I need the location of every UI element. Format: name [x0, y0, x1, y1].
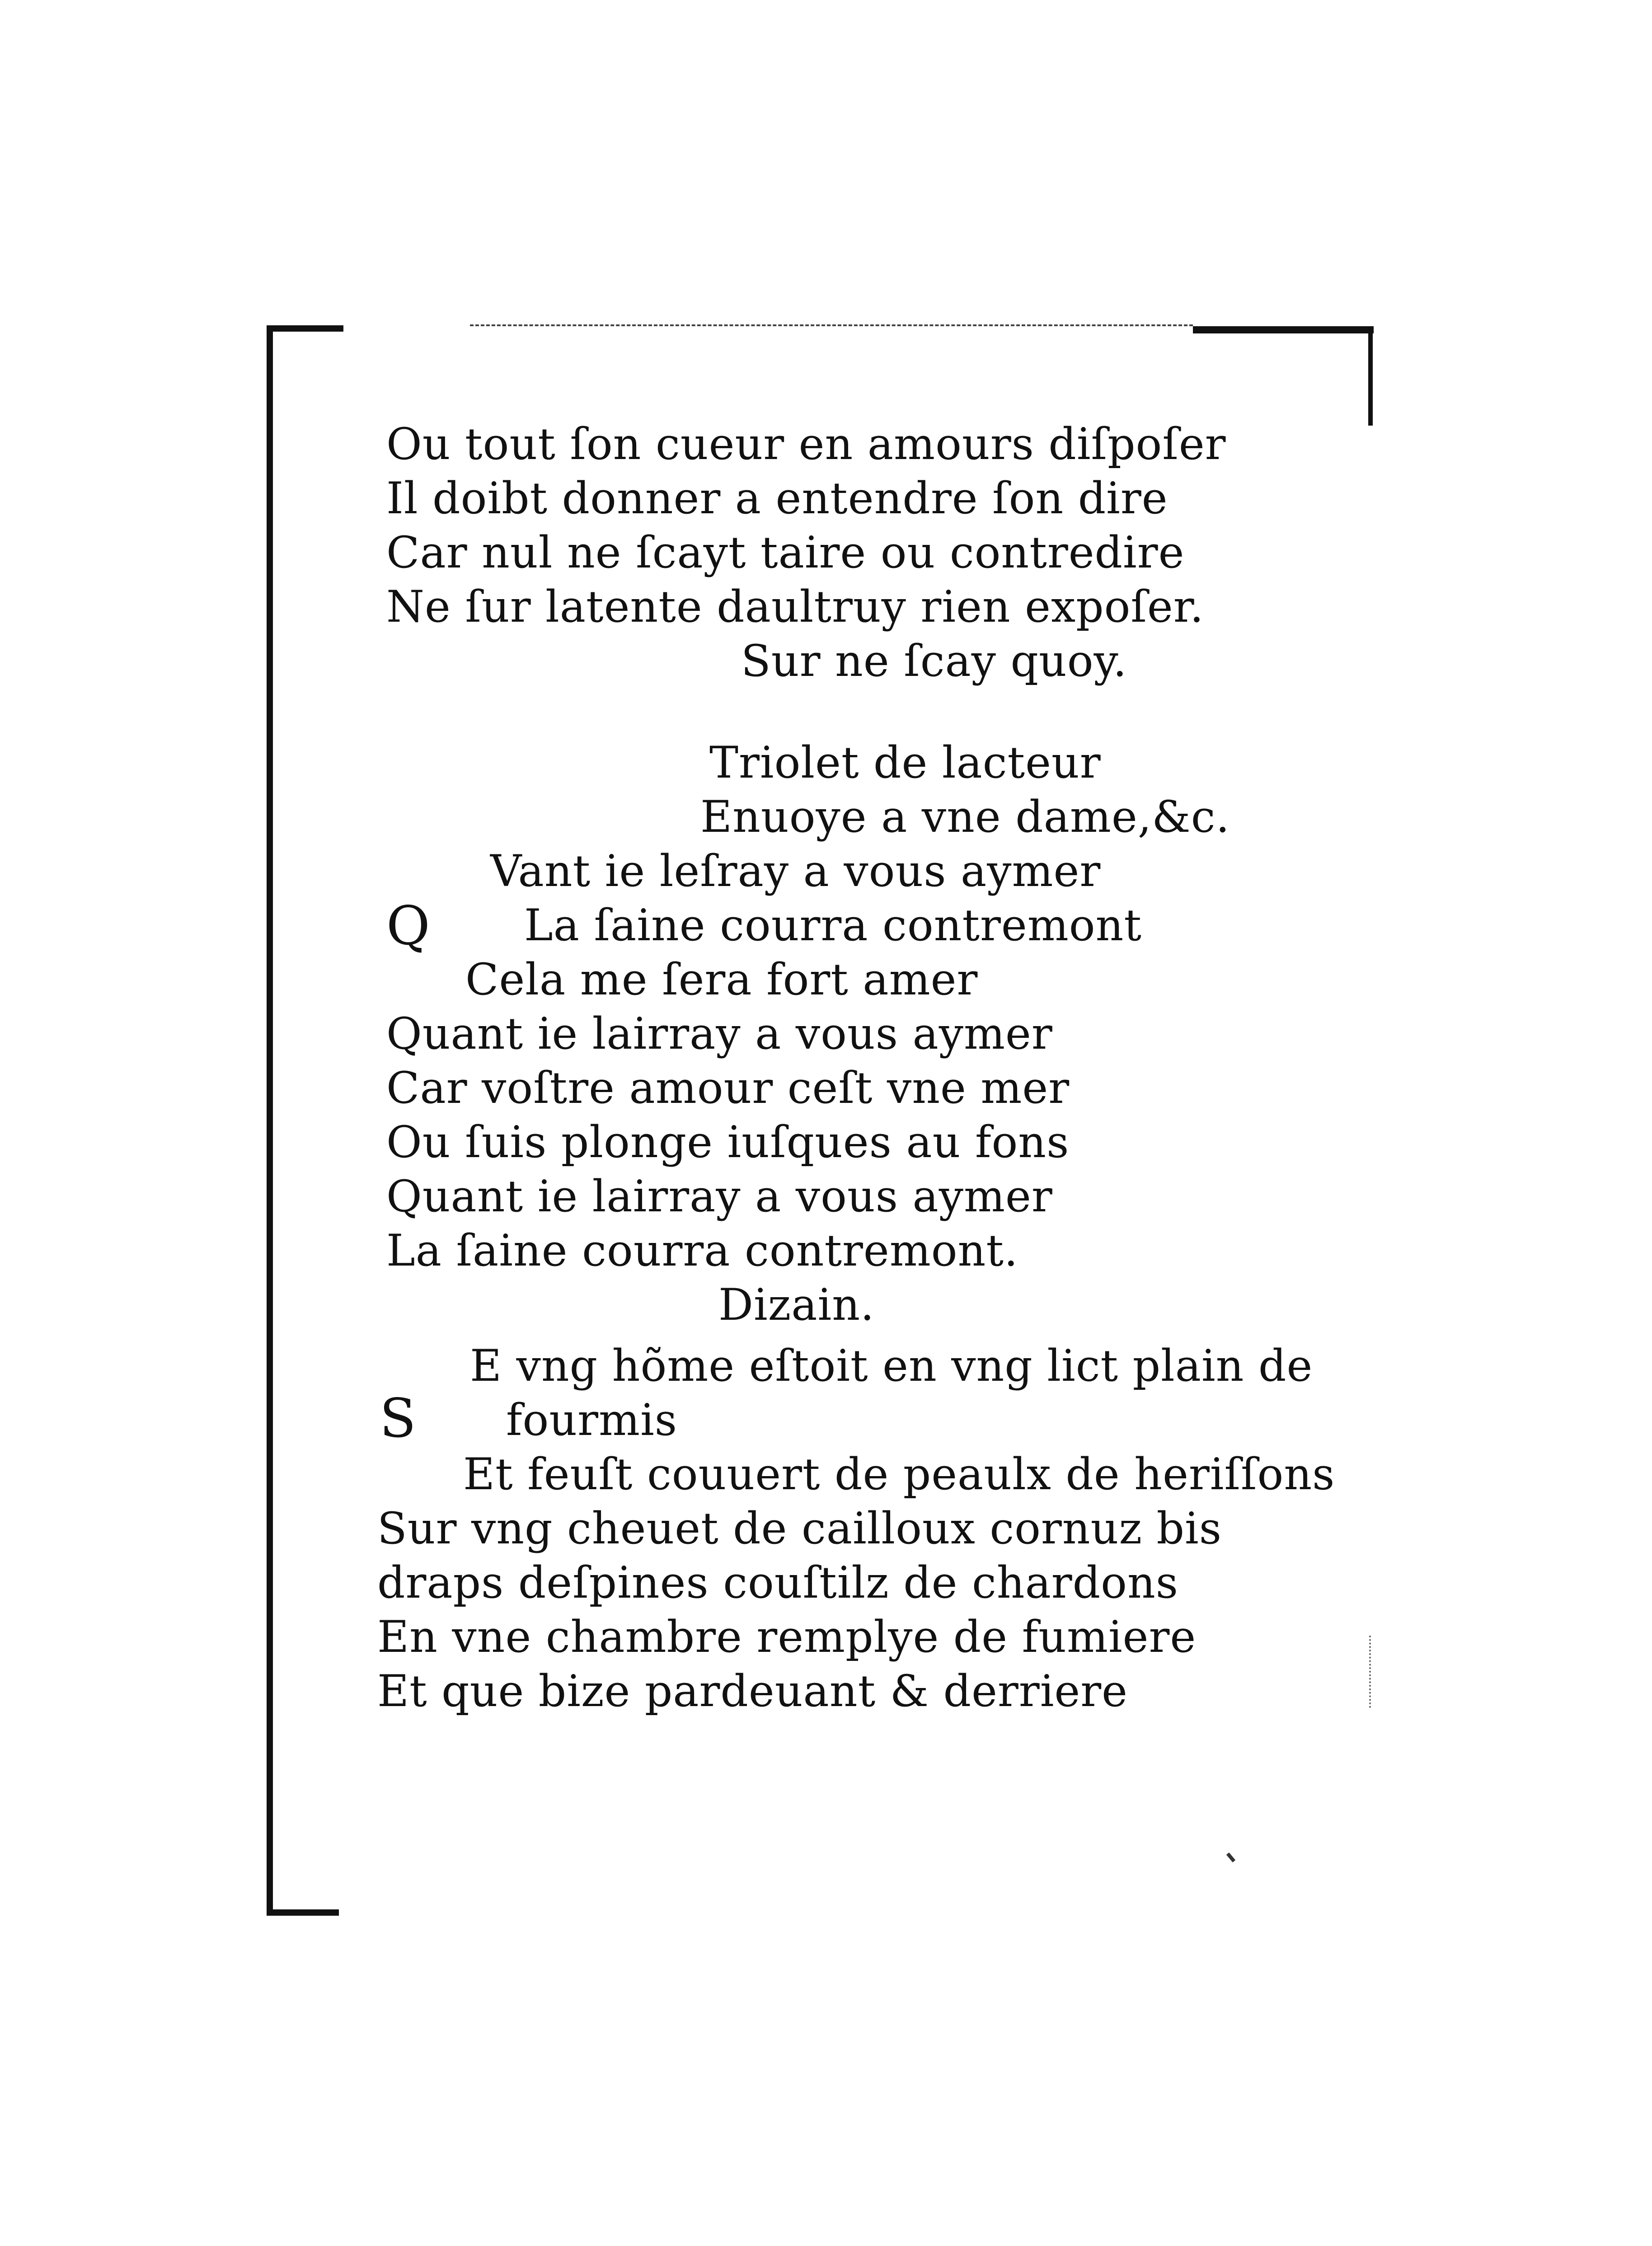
dizain-line-6: En vne chambre remplye de fumiere [377, 1612, 1197, 1662]
frame-right-rule [1368, 326, 1373, 426]
frame-top-broken-rule [470, 324, 1193, 328]
triolet-line-5: Car voſtre amour ceſt vne mer [386, 1063, 1070, 1113]
frame-top-left-rule [267, 325, 343, 332]
frame-right-faint-rule [1369, 1636, 1373, 1708]
poem1-line-2: Il doibt donner a entendre ſon dire [386, 473, 1168, 524]
triolet-dropcap: Q [386, 895, 430, 957]
dizain-line-2: fourmis [506, 1395, 678, 1445]
triolet-line-4: Quant ie lairray a vous aymer [386, 1008, 1053, 1059]
triolet-line-1: Vant ie leſray a vous aymer [490, 846, 1101, 896]
frame-left-rule [267, 325, 273, 1916]
poem1-line-1: Ou tout ſon cueur en amours diſpoſer [386, 419, 1226, 469]
poem1-line-4: Ne ſur latente daultruy rien expoſer. [386, 581, 1204, 632]
triolet-line-7: Quant ie lairray a vous aymer [386, 1171, 1053, 1222]
dizain-line-7: Et que bize pardeuant & derriere [377, 1666, 1128, 1716]
dizain-line-5: draps deſpines couſtilz de chardons [377, 1557, 1179, 1608]
frame-top-right-rule [1193, 326, 1374, 333]
poem1-motto: Sur ne ſcay quoy. [741, 636, 1127, 686]
triolet-line-6: Ou ſuis plonge iuſques au fons [386, 1117, 1070, 1168]
ink-speck [1226, 1852, 1235, 1862]
frame-bottom-rule [267, 1909, 339, 1916]
triolet-subheading: Enuoye a vne dame,&c. [700, 792, 1230, 842]
dizain-line-1: E vng hõme eſtoit en vng lict plain de [470, 1341, 1313, 1391]
triolet-line-8: La ſaine courra contremont. [386, 1225, 1018, 1276]
triolet-heading: Triolet de lacteur [709, 737, 1101, 788]
dizain-heading: Dizain. [718, 1280, 875, 1330]
triolet-line-2: La ſaine courra contremont [524, 900, 1142, 951]
dizain-line-4: Sur vng cheuet de cailloux cornuz bis [377, 1503, 1222, 1554]
dizain-dropcap: S [380, 1387, 416, 1449]
dizain-line-3: Et feuſt couuert de peaulx de heriſſons [463, 1449, 1335, 1500]
triolet-line-3: Cela me ſera fort amer [465, 954, 978, 1005]
poem1-line-3: Car nul ne ſcayt taire ou contredire [386, 527, 1185, 578]
